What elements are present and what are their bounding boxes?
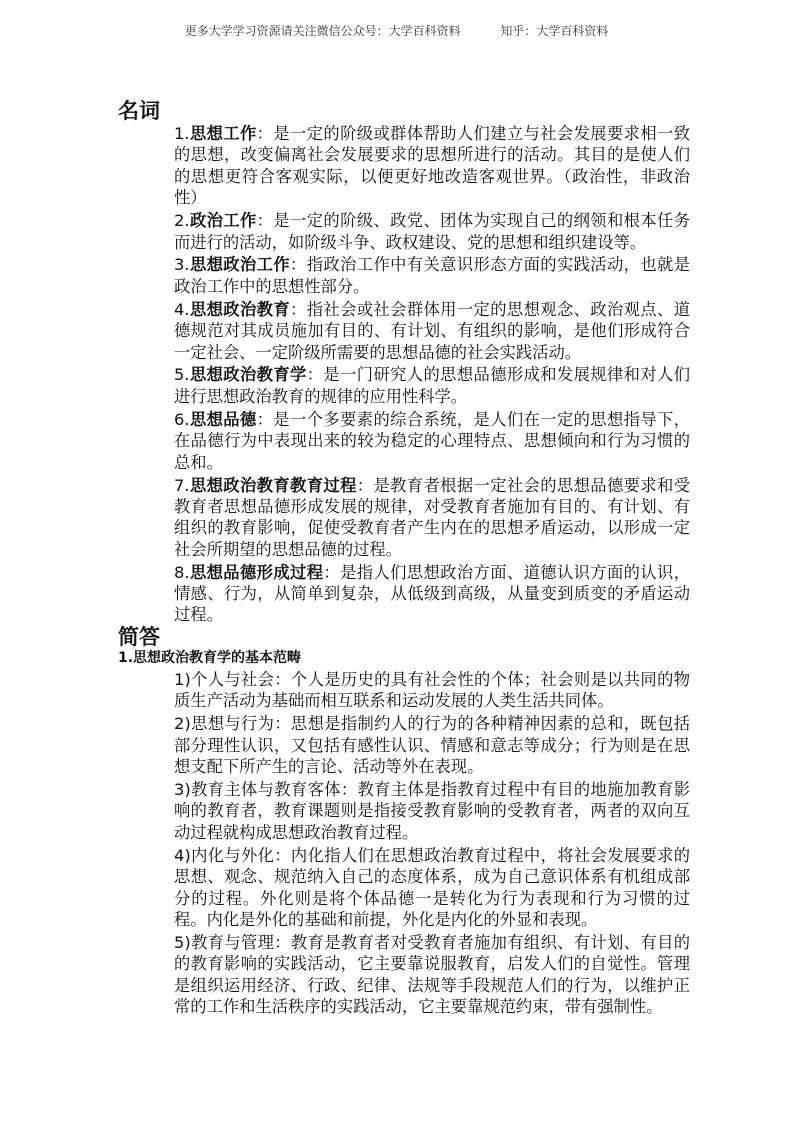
term-item: 1.思想工作：是一定的阶级或群体帮助人们建立与社会发展要求相一致的思想，改变偏离社会发展要求的思想所进行的活动。其目的是使人们的思想更符合客观实际，以便更好地改造客观世界。（政治性，非政治性） bbox=[174, 124, 690, 208]
term-item: 4.思想政治教育：指社会或社会群体用一定的思想观念、政治观点、道德规范对其成员施加有目的、有计划、有组织的影响，是他们形成符合一定社会、一定阶级所需要的思想品德的社会实践活动。 bbox=[174, 299, 690, 362]
term-item: 8.思想品德形成过程：是指人们思想政治方面、道德认识方面的认识，情感、行为，从简单到复杂，从低级到高级，从量变到质变的矛盾运动过程。 bbox=[174, 562, 690, 625]
term-definition: ：指社会或社会群体用一定的思想观念、政治观点、道德规范对其成员施加有目的、有计划、有组织的影响，是他们形成符合一定社会、一定阶级所需要的思想品德的社会实践活动。 bbox=[174, 299, 690, 362]
answers-list bbox=[174, 669, 690, 1019]
answer-item: 1)个人与社会：个人是历史的具有社会性的个体；社会则是以共同的物质生产活动为基础而相互联系和运动发展的人类生活共同体。 bbox=[174, 670, 690, 711]
term-definition: ：是一个多要素的综合系统，是人们在一定的思想指导下，在品德行为中表现出来的较为稳定的心理特点、思想倾向和行为习惯的总和。 bbox=[174, 409, 690, 472]
section-title-answers: 简答 bbox=[118, 625, 160, 649]
answer-item: 5)教育与管理：教育是教育者对受教育者施加有组织、有计划、有目的的教育影响的实践活动，它主要靠说服教育，启发人们的自觉性。管理是组织运用经济、行政、纪律、法规等手段规范人们的行为，以维护正常的工作和生活秩序的实践活动，它主要靠规范约束，带有强制性。 bbox=[174, 932, 690, 1017]
answer-item: 3)教育主体与教育客体：教育主体是指教育过程中有目的地施加教育影响的教育者，教育课题则是指接受教育影响的受教育者，两者的双向互动过程就构成思想政治教育过程。 bbox=[174, 780, 690, 842]
term-definition: ：是一定的阶级或群体帮助人们建立与社会发展要求相一致的思想，改变偏离社会发展要求的思想所进行的活动。其目的是使人们的思想更符合客观实际，以便更好地改造客观世界。（政治性，非政治性） bbox=[174, 124, 690, 208]
term-name: 思想政治教育教育过程 bbox=[189, 475, 357, 495]
term-name: 思想工作 bbox=[189, 124, 257, 143]
page-header bbox=[0, 22, 793, 39]
term-name: 思想政治教育 bbox=[189, 299, 291, 319]
term-definition: ：指政治工作中有关意识形态方面的实践活动，也就是政治工作中的思想性部分。 bbox=[174, 255, 690, 296]
term-item: 2.政治工作：是一定的阶级、政党、团体为实现自己的纲领和根本任务而进行的活动，如阶级斗争、政权建设、党的思想和组织建设等。 bbox=[174, 211, 690, 252]
term-name: 思想品德 bbox=[189, 409, 257, 429]
term-item: 3.思想政治工作：指政治工作中有关意识形态方面的实践活动，也就是政治工作中的思想性部分。 bbox=[174, 255, 690, 296]
header-wechat-note: 更多大学学习资源请关注微信公众号：大学百科资料 bbox=[184, 24, 461, 38]
term-name: 思想品德形成过程 bbox=[189, 562, 324, 582]
section-title-terms: 名词 bbox=[118, 99, 160, 123]
term-definition: ：是教育者根据一定社会的思想品德要求和受教育者思想品德形成发展的规律，对受教育者施加有目的、有计划、有组织的教育影响，促使受教育者产生内在的思想矛盾运动，以形成一定社会所期望的思想品德的过程。 bbox=[174, 475, 690, 559]
term-item: 7.思想政治教育教育过程：是教育者根据一定社会的思想品德要求和受教育者思想品德形成发展的规律，对受教育者施加有目的、有计划、有组织的教育影响，促使受教育者产生内在的思想矛盾运动，以形成一定社会所期望的思想品德的过程。 bbox=[174, 475, 690, 559]
question-heading: 1.思想政治教育学的基本范畴 bbox=[118, 650, 302, 666]
term-name: 政治工作 bbox=[189, 211, 257, 231]
terms-list bbox=[174, 123, 690, 627]
header-zhihu-note: 知乎：大学百科资料 bbox=[500, 24, 609, 38]
term-definition: ：是一门研究人的思想品德形成和发展规律和对人们进行思想政治教育的规律的应用性科学。 bbox=[174, 365, 690, 406]
answer-item: 4)内化与外化：内化指人们在思想政治教育过程中，将社会发展要求的思想、观念、规范纳入自己的态度体系，成为自己意识体系有机组成部分的过程。外化则是将个体品德一是转化为行为表现和行为习惯的过程。内化是外化的基础和前提，外化是内化的外显和表现。 bbox=[174, 845, 690, 929]
answer-item: 2)思想与行为：思想是指制约人的行为的各种精神因素的总和，既包括部分理性认识，又包括有感性认识、情感和意志等成分；行为则是在思想支配下所产生的言论、活动等外在表现。 bbox=[174, 714, 690, 777]
term-definition: ：是指人们思想政治方面、道德认识方面的认识，情感、行为，从简单到复杂，从低级到高级，从量变到质变的矛盾运动过程。 bbox=[174, 562, 690, 625]
term-definition: ：是一定的阶级、政党、团体为实现自己的纲领和根本任务而进行的活动，如阶级斗争、政权建设、党的思想和组织建设等。 bbox=[174, 211, 690, 252]
term-item: 5.思想政治教育学：是一门研究人的思想品德形成和发展规律和对人们进行思想政治教育的规律的应用性科学。 bbox=[174, 365, 690, 406]
term-name: 思想政治教育学 bbox=[189, 365, 307, 385]
term-item: 6.思想品德：是一个多要素的综合系统，是人们在一定的思想指导下，在品德行为中表现出来的较为稳定的心理特点、思想倾向和行为习惯的总和。 bbox=[174, 409, 690, 472]
term-name: 思想政治工作 bbox=[189, 255, 291, 275]
